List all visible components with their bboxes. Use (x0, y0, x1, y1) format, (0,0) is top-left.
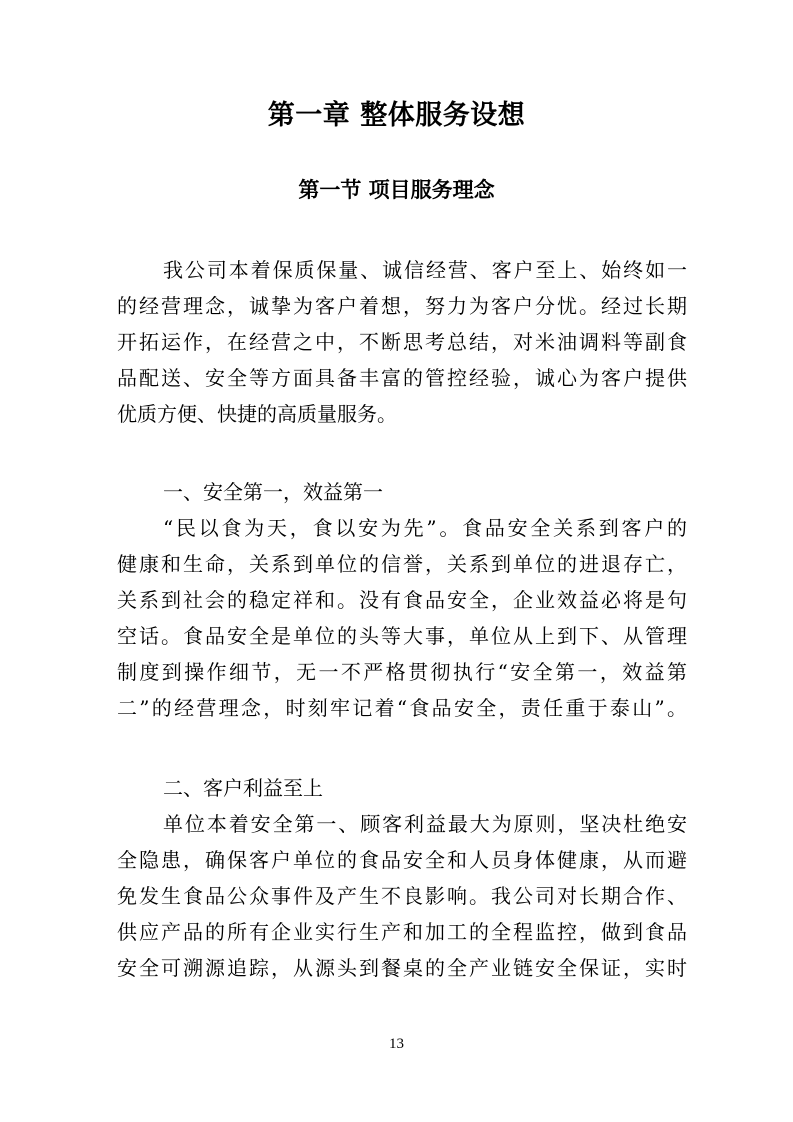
paragraph-line: “民以食为天，食以安为先”。食品安全关系到客户的 (163, 516, 687, 540)
page-number: 13 (389, 1036, 404, 1052)
section-title: 第一节 项目服务理念 (298, 178, 495, 202)
paragraph-line: 关系到社会的稳定祥和。没有食品安全，企业效益必将是句 (117, 588, 687, 612)
paragraph-line: 单位本着安全第一、顾客利益最大为原则，坚决杜绝安 (163, 812, 687, 836)
paragraph-line: 优质方便、快捷的高质量服务。 (117, 402, 397, 426)
paragraph-line: 全隐患，确保客户单位的食品安全和人员身体健康，从而避 (117, 848, 687, 872)
chapter-title: 第一章 整体服务设想 (267, 100, 526, 131)
paragraph-line: 安全可溯源追踪，从源头到餐桌的全产业链安全保证，实时 (117, 956, 687, 980)
paragraph-line: 健康和生命，关系到单位的信誉，关系到单位的进退存亡， (117, 552, 687, 576)
paragraph-line: 品配送、安全等方面具备丰富的管控经验，诚心为客户提供 (117, 366, 687, 390)
paragraph-line: 免发生食品公众事件及产生不良影响。我公司对长期合作、 (117, 884, 687, 908)
paragraph-line: 我公司本着保质保量、诚信经营、客户至上、始终如一 (163, 258, 687, 282)
paragraph-line: 制度到操作细节，无一不严格贯彻执行“安全第一，效益第 (117, 660, 687, 684)
paragraph-line: 空话。食品安全是单位的头等大事，单位从上到下、从管理 (117, 624, 687, 648)
paragraph-line: 供应产品的所有企业实行生产和加工的全程监控，做到食品 (117, 920, 687, 944)
item-one-heading: 一、安全第一，效益第一 (163, 480, 383, 504)
item-two-heading: 二、客户利益至上 (163, 776, 323, 800)
paragraph-line: 开拓运作，在经营之中，不断思考总结，对米油调料等副食 (117, 330, 687, 354)
paragraph-line: 二”的经营理念，时刻牢记着“食品安全，责任重于泰山”。 (117, 696, 687, 720)
paragraph-line: 的经营理念，诚挚为客户着想，努力为客户分忧。经过长期 (117, 294, 687, 318)
